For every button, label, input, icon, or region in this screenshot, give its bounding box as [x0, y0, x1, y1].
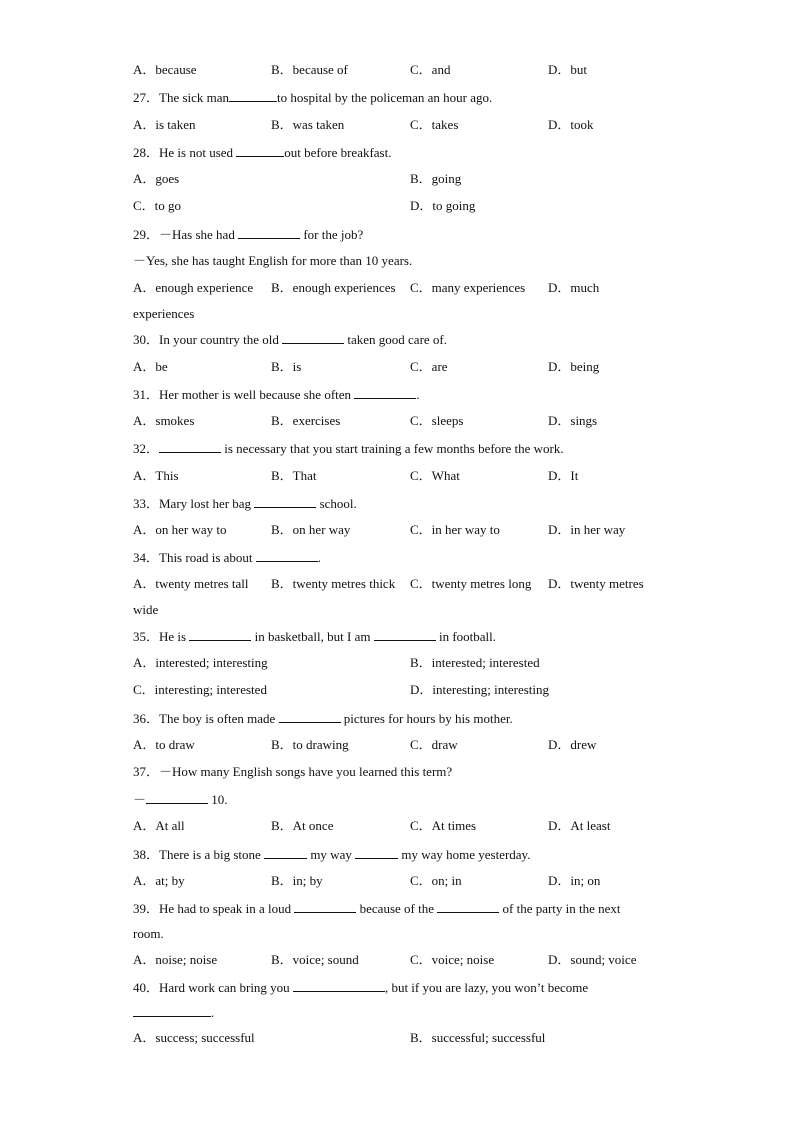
q30-option-b[interactable]: B．is: [271, 359, 302, 374]
answer-blank: [146, 791, 208, 804]
q36-stem: 36．The boy is often made pictures for hours by his mother.: [133, 711, 513, 726]
answer-blank: [293, 979, 385, 992]
q26-option-d[interactable]: D．but: [548, 62, 588, 77]
q40-stem-wrap: .: [133, 1004, 214, 1021]
q34-option-d-wrap: wide: [133, 602, 159, 617]
answer-blank: [133, 1004, 211, 1017]
q36-option-b[interactable]: B．to drawing: [271, 737, 349, 752]
answer-blank: [264, 846, 307, 859]
q37-option-a[interactable]: A．At all: [133, 818, 185, 833]
q29-option-c[interactable]: C．many experiences: [410, 280, 526, 295]
q39-stem: 39．He had to speak in a loud because of the of the party in the next: [133, 901, 621, 916]
q27-option-c[interactable]: C．takes: [410, 117, 459, 132]
answer-blank: [229, 89, 277, 102]
q36-option-c[interactable]: C．draw: [410, 737, 458, 752]
q29-option-d-wrap: experiences: [133, 306, 195, 321]
q30-option-d[interactable]: D．being: [548, 359, 600, 374]
q31-option-b[interactable]: B．exercises: [271, 413, 341, 428]
q26-option-b[interactable]: B．because of: [271, 62, 348, 77]
q37-stem: 37．－How many English songs have you learned this term?: [133, 764, 453, 779]
q39-stem-wrap: room.: [133, 926, 164, 941]
q40-stem: 40．Hard work can bring you , but if you are lazy, you won’t become: [133, 980, 589, 995]
answer-blank: [254, 495, 316, 508]
q35-option-b[interactable]: B．interested; interested: [410, 655, 540, 670]
q39-option-a[interactable]: A．noise; noise: [133, 952, 218, 967]
answer-blank: [236, 144, 284, 157]
q29-stem: 29．－Has she had for the job?: [133, 227, 364, 242]
q37-option-d[interactable]: D．At least: [548, 818, 611, 833]
q31-stem: 31．Her mother is well because she often .: [133, 387, 420, 402]
answer-blank: [355, 846, 398, 859]
q34-option-d[interactable]: D．twenty metres: [548, 576, 644, 591]
q29-option-d[interactable]: D．much: [548, 280, 600, 295]
answer-blank: [238, 226, 300, 239]
answer-blank: [282, 331, 344, 344]
q38-stem: 38．There is a big stone my way my way home yesterday.: [133, 847, 531, 862]
q40-option-b[interactable]: B．successful; successful: [410, 1030, 546, 1045]
q31-option-a[interactable]: A．smokes: [133, 413, 195, 428]
answer-blank: [374, 628, 436, 641]
answer-blank: [189, 628, 251, 641]
q36-option-a[interactable]: A．to draw: [133, 737, 195, 752]
q35-option-d[interactable]: D．interesting; interesting: [410, 682, 550, 697]
q32-option-a[interactable]: A．This: [133, 468, 179, 483]
q35-option-a[interactable]: A．interested; interesting: [133, 655, 268, 670]
q30-option-a[interactable]: A．be: [133, 359, 168, 374]
q28-option-b[interactable]: B．going: [410, 171, 462, 186]
q39-option-c[interactable]: C．voice; noise: [410, 952, 495, 967]
q34-option-a[interactable]: A．twenty metres tall: [133, 576, 249, 591]
q30-option-c[interactable]: C．are: [410, 359, 448, 374]
answer-blank: [354, 386, 416, 399]
q28-option-a[interactable]: A．goes: [133, 171, 180, 186]
answer-blank: [256, 549, 318, 562]
q32-option-b[interactable]: B．That: [271, 468, 317, 483]
q37-option-c[interactable]: C．At times: [410, 818, 477, 833]
q35-option-c[interactable]: C．interesting; interested: [133, 682, 267, 697]
q32-stem: 32． is necessary that you start training a few months before the work.: [133, 441, 564, 456]
q32-option-c[interactable]: C．What: [410, 468, 460, 483]
q39-option-b[interactable]: B．voice; sound: [271, 952, 359, 967]
q30-stem: 30．In your country the old taken good care of.: [133, 332, 447, 347]
q29-option-a[interactable]: A．enough experience: [133, 280, 254, 295]
q38-option-b[interactable]: B．in; by: [271, 873, 323, 888]
q33-option-d[interactable]: D．in her way: [548, 522, 626, 537]
q37-answer-line: － 10.: [133, 792, 228, 807]
q28-stem: 28．He is not used out before breakfast.: [133, 145, 392, 160]
q33-stem: 33．Mary lost her bag school.: [133, 496, 357, 511]
q31-option-c[interactable]: C．sleeps: [410, 413, 464, 428]
q26-option-a[interactable]: A．because: [133, 62, 197, 77]
q39-option-d[interactable]: D．sound; voice: [548, 952, 637, 967]
q34-option-b[interactable]: B．twenty metres thick: [271, 576, 396, 591]
q36-option-d[interactable]: D．drew: [548, 737, 597, 752]
answer-blank: [159, 440, 221, 453]
answer-blank: [437, 900, 499, 913]
q27-option-d[interactable]: D．took: [548, 117, 594, 132]
q40-option-a[interactable]: A．success; successful: [133, 1030, 255, 1045]
q28-option-c[interactable]: C．to go: [133, 198, 182, 213]
q35-stem: 35．He is in basketball, but I am in football.: [133, 629, 497, 644]
q27-option-a[interactable]: A．is taken: [133, 117, 196, 132]
q34-option-c[interactable]: C．twenty metres long: [410, 576, 532, 591]
q38-option-a[interactable]: A．at; by: [133, 873, 185, 888]
q31-option-d[interactable]: D．sings: [548, 413, 598, 428]
answer-blank: [294, 900, 356, 913]
q33-option-b[interactable]: B．on her way: [271, 522, 351, 537]
q37-option-b[interactable]: B．At once: [271, 818, 334, 833]
q26-option-c[interactable]: C．and: [410, 62, 451, 77]
q29-option-b[interactable]: B．enough experiences: [271, 280, 396, 295]
q29-answer-line: －Yes, she has taught English for more than 10 years.: [133, 253, 413, 268]
q28-option-d[interactable]: D．to going: [410, 198, 476, 213]
q33-option-a[interactable]: A．on her way to: [133, 522, 227, 537]
q32-option-d[interactable]: D．It: [548, 468, 579, 483]
q27-option-b[interactable]: B．was taken: [271, 117, 345, 132]
q27-stem: 27．The sick man to hospital by the policeman an hour ago.: [133, 90, 493, 105]
answer-blank: [279, 710, 341, 723]
q34-stem: 34．This road is about .: [133, 550, 322, 565]
q38-option-d[interactable]: D．in; on: [548, 873, 601, 888]
q33-option-c[interactable]: C．in her way to: [410, 522, 500, 537]
q38-option-c[interactable]: C．on; in: [410, 873, 462, 888]
